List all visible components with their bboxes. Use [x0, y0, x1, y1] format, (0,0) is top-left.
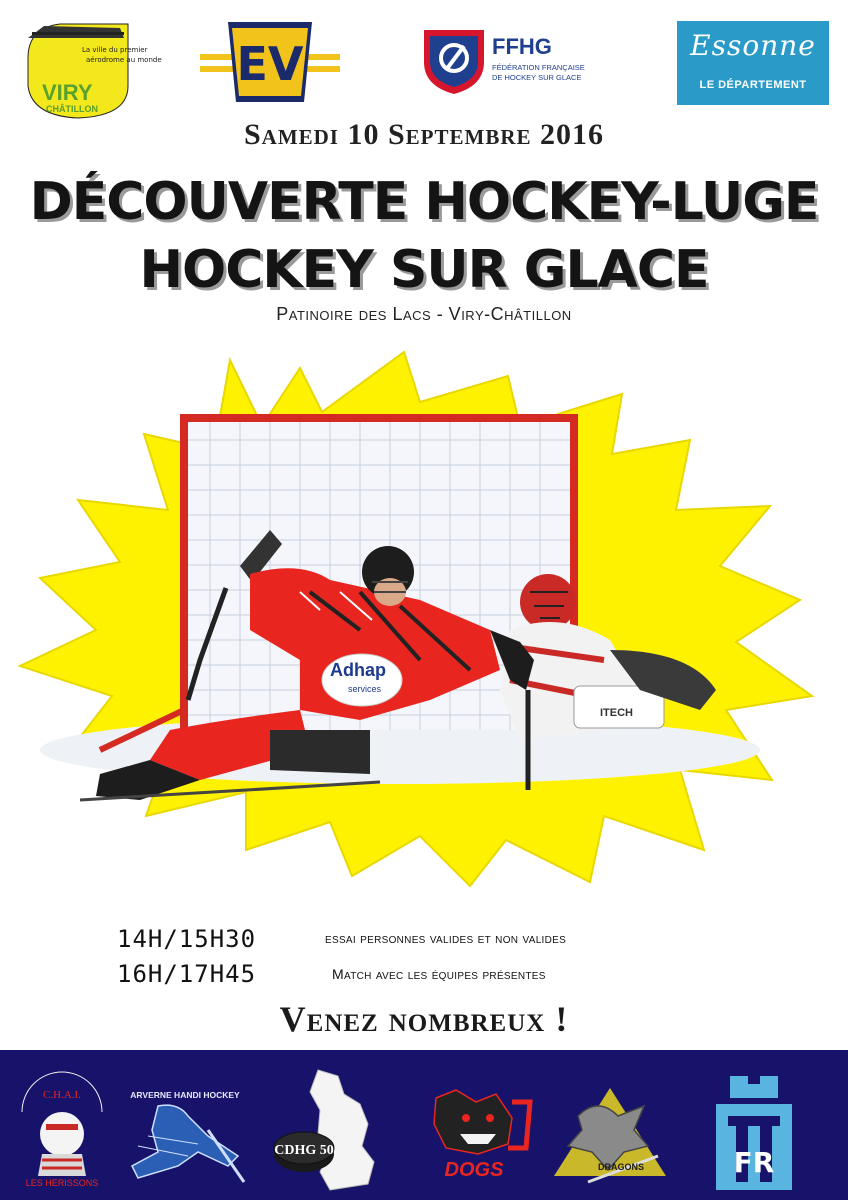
team-logo-herissons: [12, 1072, 112, 1192]
fr-text: FR: [733, 1146, 775, 1179]
footer-team-logos: [0, 1050, 848, 1200]
team-logo-fr: [708, 1076, 800, 1194]
viry-chatillon-logo: [24, 18, 162, 122]
title-line-2: HOCKEY SUR GLACE: [139, 240, 709, 300]
event-date: Samedi 10 Septembre 2016: [243, 118, 605, 151]
schedule-time-1: 14H/15H30: [117, 925, 257, 953]
venue: Patinoire des Lacs - Viry-Châtillon: [276, 304, 572, 324]
viry-sub: CHÂTILLON: [46, 104, 98, 114]
schedule-time-2: 16H/17H45: [117, 960, 257, 988]
dragons-text: DRAGONS: [598, 1162, 645, 1172]
team-logo-cdhg50: [270, 1064, 388, 1194]
ffhg-acronym: FFHG: [492, 34, 552, 59]
ev-text: EV: [236, 37, 304, 91]
title-line-1: DÉCOUVERTE HOCKEY-LUGE: [29, 172, 819, 232]
hero-illustration: [0, 330, 848, 890]
schedule-desc-1: essai personnes valides et non valides: [325, 930, 567, 946]
herissons-top: C.H.A.I.: [43, 1089, 81, 1101]
essonne-script: Essonne: [690, 29, 816, 62]
ev-logo: [200, 18, 340, 106]
schedule-desc-2: Match avec les équipes présentes: [332, 966, 546, 982]
cdhg-text: CDHG 50: [274, 1143, 334, 1158]
ffhg-line2: DE HOCKEY SUR GLACE: [492, 73, 582, 82]
jersey-sponsor-sub: services: [348, 684, 382, 694]
ffhg-logo: [420, 24, 585, 96]
viry-tagline-2: aérodrome au monde: [86, 56, 162, 64]
viry-tagline-1: La ville du premier: [82, 46, 148, 54]
essonne-sub: LE DÉPARTEMENT: [699, 79, 807, 91]
dogs-text: DOGS: [444, 1159, 504, 1181]
viry-name: VIRY: [42, 80, 93, 105]
jersey-sponsor: Adhap: [330, 660, 386, 680]
ffhg-line1: FÉDÉRATION FRANÇAISE: [492, 63, 585, 72]
goalie-pad-text: ITECH: [600, 707, 633, 719]
essonne-logo: [677, 21, 829, 105]
team-logo-dragons: [548, 1086, 672, 1190]
call-to-action: Venez nombreux !: [279, 999, 569, 1039]
herissons-bottom: LES HERISSONS: [25, 1178, 99, 1188]
team-logo-dogs: [416, 1088, 538, 1188]
team-logo-arverne: [118, 1086, 252, 1186]
arverne-text: ARVERNE HANDI HOCKEY: [130, 1090, 240, 1100]
